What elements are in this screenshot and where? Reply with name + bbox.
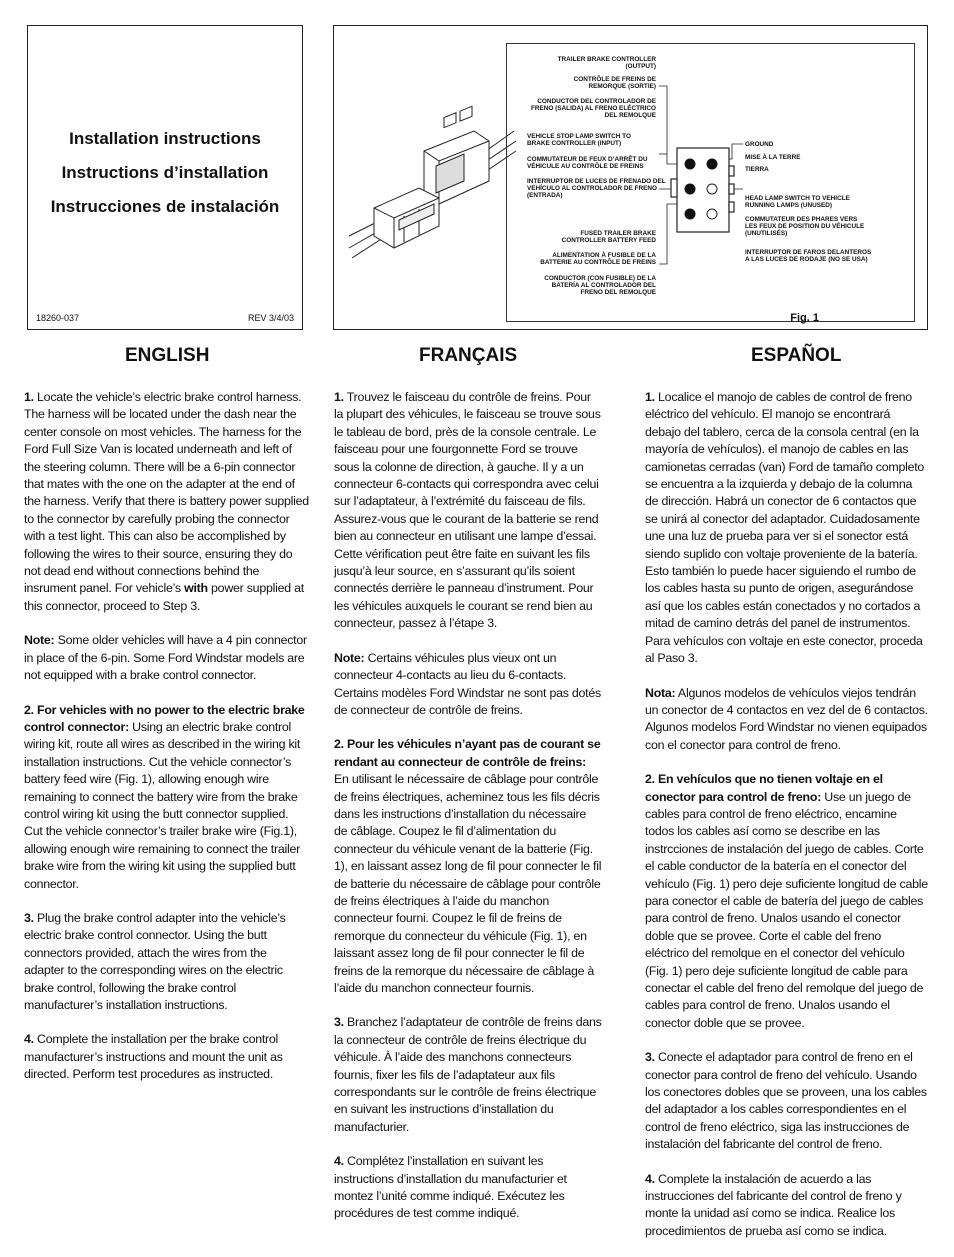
spanish-step-1: 1. Localice el manojo de cables de control de freno eléctrico del vehículo. El manojo se encontrará debajo del tablero, cerca de la consola central (en la mayoría de vehículos). el manojo de cables en las camionetas cerradas (van) Ford de tamaño completo se encuentra a la izquierda y debajo de la columna de dirección. Habrá un conector de 6 contactos que se unirá al conector del adaptador. Cuidadosamente une una luz de prueba para ver si el sonector está siendo suplido con voltaje proveniente de la batería. Esto también lo puede hacer siguiendo el rumbo de los cables hasta su punto de origen, asegurándose así que los cables están conectados y no cortados a mitad de camino detrás del panel de instrumentos. Para vehículos con voltaje en este conector, proceda al Paso 3. xyxy=(645,390,925,666)
french-step-3: 3. Branchez l’adaptateur de contrôle de freins dans la connecteur de contrôle de freins électrique du véhicule. À l’aide des manchons connecteurs fournis, fixer les fils de l’adaptateur aux fils correspondants sur le contrôle de freins électrique en suivant les instructions d’installation du manufacturier. xyxy=(334,1015,602,1134)
french-step-4: 4. Complétez l’installation en suivant les instructions d’installation du manufacturier et montez l’unité comme indiqué. Exécutez les procédures de test comme indiqué. xyxy=(334,1154,567,1221)
pin-diagram xyxy=(507,44,916,323)
english-column xyxy=(24,389,310,1101)
heading-spanish: ESPAÑOL xyxy=(751,345,842,366)
label-trailer-brake-output-fr: CONTRÔLE DE FREINS DE REMORQUE (SORTIE) xyxy=(573,76,656,91)
label-trailer-brake-output-es: CONDUCTOR DEL CONTROLADOR DE FRENO (SALIDA) AL FRENO ELÉCTRICO DEL REMOLQUE xyxy=(531,98,656,120)
figure-box xyxy=(333,25,928,330)
connector-illustration xyxy=(344,86,519,286)
heading-english: ENGLISH xyxy=(125,345,210,366)
english-step-3: 3. Plug the brake control adapter into the vehicle’s electric brake control connector. Using the butt connectors provided, attach the wires from the adapter to the corresponding wires on the electric brake control, following the brake control manufacturer’s installation instructions. xyxy=(24,910,286,1012)
label-stop-lamp-en: VEHICLE STOP LAMP SWITCH TO BRAKE CONTROLLER (INPUT) xyxy=(527,133,631,148)
english-step-4: 4. Complete the installation per the brake control manufacturer’s instructions and mount the unit as directed. Perform test procedures as instructed. xyxy=(24,1032,283,1082)
spanish-column xyxy=(645,389,928,1257)
label-trailer-brake-output-en: TRAILER BRAKE CONTROLLER (OUTPUT) xyxy=(557,56,656,71)
spanish-note: Nota: Algunos modelos de vehículos viejos tendrán un conector de 4 contactos en vez del de 6 contactos. Algunos modelos Ford Windstar no vienen equipados con el conector para control de freno. xyxy=(645,685,928,752)
label-ground-fr: MISE À LA TERRE xyxy=(745,154,801,161)
english-step-1: 1. Locate the vehicle’s electric brake control harness. The harness will be located under the dash near the center console on most vehicles. The harness for the Ford Full Size Van is located underneath and left of the steering column. There will be a 6-pin connector that mates with the one on the adapter at the end of the harness. Verify that there is battery power supplied to the connector by carefully probing the connector with a test light. This can also be accomplished by following the wires to their source, ensuring they do not dead end without connections behind the insrument panel. For vehicle’s with power supplied at this connector, proceed to Step 3. xyxy=(24,390,309,613)
french-step-1: 1. Trouvez le faisceau du contrôle de freins. Pour la plupart des véhicules, le faisceau se trouve sous le tableau de bord, près de la console centrale. Le faisceau pour une fourgonnette Ford se trouve sous la colonne de direction, à gauche. Il y a un connecteur 6-contacts qui correspondra avec celui sur l’adaptateur, à l’extrémité du faisceau de fils. Assurez-vous que le courant de la batterie se rend bien au connecteur en utilisant une lampe d’essai. Cette vérification peut être faite en suivant les fils jusqu’à leur source, en s’assurant qu’ils soient connectés derrière le panneau d’instrument. Pour les véhicules auxquels le courant se rend bien au connecteur, passez à l’étape 3. xyxy=(334,390,601,631)
spanish-step-3: 3. Conecte el adaptador para control de freno en el conector para control de freno del vehículo. Usando los conectores dobles que se proveen, una los cables del adaptador a los cables correspondientes en el control de freno eléctrico, siga las instrucciones de instalación del fabricante del control de freno. xyxy=(645,1050,927,1152)
french-note: Note: Certains véhicules plus vieux ont un connecteur 4-contacts au lieu du 6-contacts. Certains modèles Ford Windstar ne sont pas dotés de connecteur de contrôle de freins. xyxy=(334,650,601,717)
part-number: 18260-037 xyxy=(36,313,80,323)
heading-french: FRANÇAIS xyxy=(419,345,518,366)
label-head-lamp-en: HEAD LAMP SWITCH TO VEHICLE RUNNING LAMPS (UNUSED) xyxy=(745,195,850,210)
figure-inner-frame xyxy=(506,43,915,322)
english-note: Note: Some older vehicles will have a 4 pin connector in place of the 6-pin. Some Ford Windstar models are not equipped with a brake control connector. xyxy=(24,633,307,683)
label-head-lamp-fr: COMMUTATEUR DES PHARES VERS LES FEUX DE POSITION DU VÉHICULE (UNUTILISÉS) xyxy=(745,216,865,238)
figure-caption: Fig. 1 xyxy=(790,312,819,324)
label-stop-lamp-fr: COMMUTATEUR DE FEUX D’ARRÊT DU VÉHICULE AU CONTRÔLE DE FREINS xyxy=(527,156,648,171)
title-spanish: Instrucciones de instalación xyxy=(50,197,280,216)
spanish-step-2: 2. En vehículos que no tienen voltaje en el conector para control de freno: Use un juego de cables para control de freno eléctrico, encamine todos los cables así como se describe en las instrcciones de instalación del juego de cables. Corte el cable conductor de la batería en el conector del vehículo (Fig. 1) pero deje suficiente longitud de cable para conector el cable de batería del juego de cables para control de freno. Unalos usando el conector doble que se provee. Corte el cable del freno eléctrico del remolque en el conector del vehículo (Fig. 1) pero deje suficiente longitud de cable para conectar el cable del freno del remolque del juego de cables para control de freno. Unalos usando el conector doble que se provee. xyxy=(645,772,928,1030)
label-battery-feed-fr: ALIMENTATION À FUSIBLE DE LA BATTERIE AU CONTRÔLE DE FREINS xyxy=(540,252,656,267)
spanish-step-4: 4. Complete la instalación de acuerdo a las instrucciones del fabricante del control de freno y monte la unidad así como se indica. Realice los procedimientos de prueba así como se indica. xyxy=(645,1171,902,1238)
title-box xyxy=(27,25,303,330)
label-battery-feed-en: FUSED TRAILER BRAKE CONTROLLER BATTERY FEED xyxy=(561,230,656,245)
label-ground-es: TIERRA xyxy=(745,166,769,173)
label-battery-feed-es: CONDUCTOR (CON FUSIBLE) DE LA BATERÍA AL CONTROLADOR DEL FRENO DEL REMOLQUE xyxy=(544,275,656,297)
label-stop-lamp-es: INTERRUPTOR DE LUCES DE FRENADO DEL VEHÍCULO AL CONTROLADOR DE FRENO (ENTRADA) xyxy=(527,178,666,200)
label-head-lamp-es: INTERRUPTOR DE FAROS DELANTEROS A LAS LUCES DE RODAJE (NO SE USA) xyxy=(745,249,872,264)
english-step-2: 2. For vehicles with no power to the electric brake control connector: Using an electric brake control wiring kit, route all wires as described in the wiring kit installation instructions. Cut the vehicle connector’s battery feed wire (Fig. 1), allowing enough wire remaining to connect the battery wire from the brake control wiring kit using the butt connector supplied. Cut the vehicle connector’s trailer brake wire (Fig.1), allowing enough wire remaining to connect the trailer brake wire from the wiring kit using the supplied butt connector. xyxy=(24,702,305,891)
revision: REV 3/4/03 xyxy=(247,313,294,323)
french-step-2: 2. Pour les véhicules n’ayant pas de courant se rendant au connecteur de contrôle de freins: En utilisant le nécessaire de câblage pour contrôle de freins électriques, acheminez tous les fils décris dans les instructions d’installation du nécessaire de câblage. Coupez le fil d’alimentation du connecteur du véhicule venant de la batterie (Fig. 1), en laissant assez long de fil pour connecter le fil de batterie du nécessaire de câblage pour contrôle de freins électriques à l’aide du manchon connecteur fourni. Coupez le fil de freins de remorque du connecteur du véhicule (Fig. 1), en laissant assez long de fil pour connecter le fil de freins de la remorque du nécessaire de câblage à l’aide du manchon connecteur fournis. xyxy=(334,737,602,995)
title-english: Installation instructions xyxy=(69,129,261,148)
title-french: Instructions d’installation xyxy=(61,163,269,182)
label-ground-en: GROUND xyxy=(745,141,774,148)
french-column xyxy=(334,389,602,1240)
